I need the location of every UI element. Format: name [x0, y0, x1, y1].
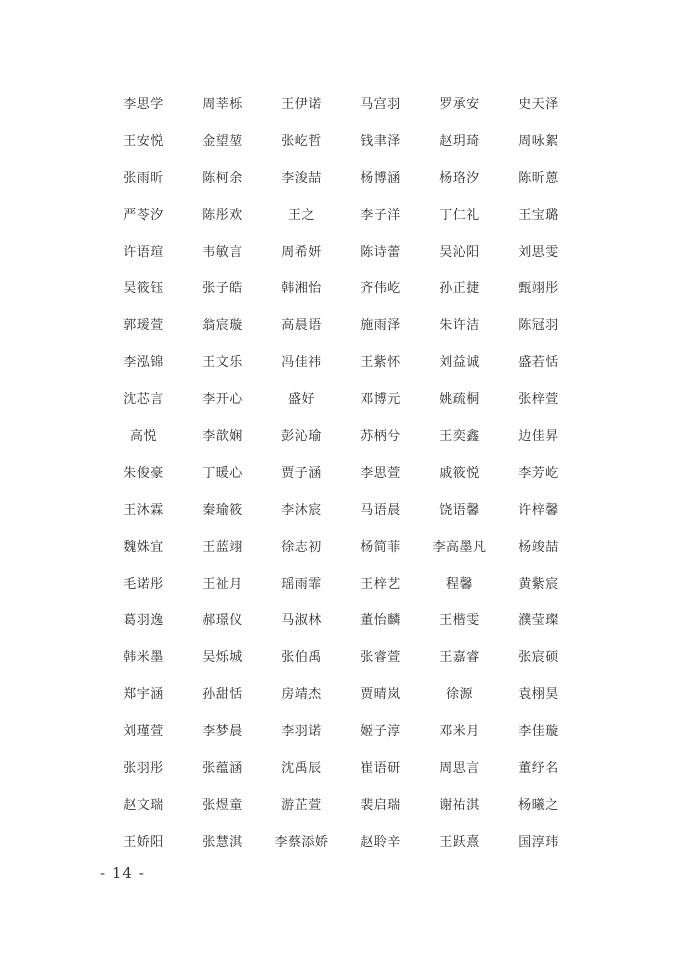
name-cell: 李高墨凡 — [432, 539, 487, 555]
name-cell: 张伯禹 — [281, 650, 322, 666]
name-cell: 施雨泽 — [360, 318, 401, 334]
name-cell: 韦敏言 — [202, 244, 243, 260]
name-cell: 黄紫宸 — [518, 576, 559, 592]
name-cell: 董纾名 — [518, 760, 559, 776]
name-cell: 陈冠羽 — [518, 318, 559, 334]
name-cell: 王嘉睿 — [439, 650, 480, 666]
name-cell: 王娇阳 — [123, 834, 164, 850]
name-cell: 王祉月 — [202, 576, 243, 592]
name-cell: 彭沁瑜 — [281, 428, 322, 444]
name-cell: 周希妍 — [281, 244, 322, 260]
name-cell: 刘思雯 — [518, 244, 559, 260]
name-cell: 孙甜恬 — [202, 687, 243, 703]
name-cell: 张宸硕 — [518, 650, 559, 666]
name-cell: 李芳屹 — [518, 465, 559, 481]
name-cell: 董怡麟 — [360, 613, 401, 629]
name-cell: 刘益诚 — [439, 355, 480, 371]
name-cell: 韩湘怡 — [281, 281, 322, 297]
name-cell: 罗承安 — [439, 96, 480, 112]
name-cell: 王安悦 — [123, 133, 164, 149]
name-cell: 周莘栎 — [202, 96, 243, 112]
name-cell: 王梓艺 — [360, 576, 401, 592]
name-cell: 游芷萱 — [281, 797, 322, 813]
name-cell: 马语晨 — [360, 502, 401, 518]
name-cell: 贾子涵 — [281, 465, 322, 481]
name-cell: 王宝璐 — [518, 207, 559, 223]
name-cell: 陈彤欢 — [202, 207, 243, 223]
name-cell: 马宫羽 — [360, 96, 401, 112]
name-cell: 翁宸璇 — [202, 318, 243, 334]
name-cell: 葛羽逸 — [123, 613, 164, 629]
name-cell: 郝璟仪 — [202, 613, 243, 629]
page-number: - 14 - — [100, 864, 145, 882]
name-cell: 马淑林 — [281, 613, 322, 629]
name-cell: 苏柄兮 — [360, 428, 401, 444]
name-cell: 金望堃 — [202, 133, 243, 149]
name-cell: 陈柯余 — [202, 170, 243, 186]
name-cell: 裴启瑞 — [360, 797, 401, 813]
name-cell: 袁栩昊 — [518, 687, 559, 703]
name-cell: 郭瑷萱 — [123, 318, 164, 334]
name-cell: 房靖杰 — [281, 687, 322, 703]
name-cell: 杨曦之 — [518, 797, 559, 813]
name-cell: 杨竣喆 — [518, 539, 559, 555]
name-cell: 王伊诺 — [281, 96, 322, 112]
name-cell: 张睿萱 — [360, 650, 401, 666]
name-cell: 李梦晨 — [202, 724, 243, 740]
name-cell: 盛好 — [287, 392, 315, 408]
name-cell: 郑宇涵 — [123, 687, 164, 703]
name-cell: 吴烁城 — [202, 650, 243, 666]
name-cell: 周咏絮 — [518, 133, 559, 149]
name-cell: 陈诗蕾 — [360, 244, 401, 260]
name-cell: 丁仁礼 — [439, 207, 480, 223]
name-cell: 韩米墨 — [123, 650, 164, 666]
name-cell: 张屹哲 — [281, 133, 322, 149]
name-cell: 李沐宸 — [281, 502, 322, 518]
name-cell: 甄翊彤 — [518, 281, 559, 297]
name-cell: 张煜童 — [202, 797, 243, 813]
name-cell: 李羽诺 — [281, 724, 322, 740]
name-cell: 王沐霖 — [123, 502, 164, 518]
name-cell: 吴筱钰 — [123, 281, 164, 297]
name-cell: 朱俊豪 — [123, 465, 164, 481]
name-cell: 李歆娴 — [202, 428, 243, 444]
name-cell: 边佳昇 — [518, 428, 559, 444]
name-cell: 谢祐淇 — [439, 797, 480, 813]
name-cell: 崔语研 — [360, 760, 401, 776]
name-cell: 濮莹璨 — [518, 613, 559, 629]
name-cell: 李蔡添娇 — [274, 834, 329, 850]
name-cell: 秦瑜筱 — [202, 502, 243, 518]
name-cell: 王紫怀 — [360, 355, 401, 371]
name-cell: 孙正捷 — [439, 281, 480, 297]
name-cell: 沈禹辰 — [281, 760, 322, 776]
name-cell: 杨简菲 — [360, 539, 401, 555]
name-list-grid — [104, 86, 578, 861]
name-cell: 王楷雯 — [439, 613, 480, 629]
name-cell: 贾晴岚 — [360, 687, 401, 703]
name-cell: 程馨 — [445, 576, 473, 592]
name-cell: 戚筱悦 — [439, 465, 480, 481]
name-cell: 高晨语 — [281, 318, 322, 334]
name-cell: 陈昕蒽 — [518, 170, 559, 186]
name-cell: 许梓馨 — [518, 502, 559, 518]
name-cell: 瑶雨霏 — [281, 576, 322, 592]
name-cell: 李泓锦 — [123, 355, 164, 371]
name-cell: 王跃熹 — [439, 834, 480, 850]
name-cell: 张梓萱 — [518, 392, 559, 408]
name-cell: 李思学 — [123, 96, 164, 112]
name-cell: 邓米月 — [439, 724, 480, 740]
name-cell: 魏姝宜 — [123, 539, 164, 555]
name-cell: 邓博元 — [360, 392, 401, 408]
name-cell: 周思言 — [439, 760, 480, 776]
name-cell: 朱许洁 — [439, 318, 480, 334]
name-cell: 饶语馨 — [439, 502, 480, 518]
name-cell: 徐志初 — [281, 539, 322, 555]
name-cell: 赵文瑞 — [123, 797, 164, 813]
name-cell: 史天泽 — [518, 96, 559, 112]
name-cell: 李浚喆 — [281, 170, 322, 186]
name-cell: 冯佳祎 — [281, 355, 322, 371]
name-cell: 李开心 — [202, 392, 243, 408]
name-cell: 张蕴涵 — [202, 760, 243, 776]
name-cell: 王蓝翊 — [202, 539, 243, 555]
name-cell: 徐源 — [445, 687, 473, 703]
name-cell: 刘瑾萱 — [123, 724, 164, 740]
name-cell: 王文乐 — [202, 355, 243, 371]
name-cell: 张子皓 — [202, 281, 243, 297]
name-cell: 吴沁阳 — [439, 244, 480, 260]
name-cell: 李子洋 — [360, 207, 401, 223]
name-cell: 姚疏桐 — [439, 392, 480, 408]
name-cell: 李思萱 — [360, 465, 401, 481]
name-cell: 张雨昕 — [123, 170, 164, 186]
name-cell: 严苓汐 — [123, 207, 164, 223]
name-cell: 钱聿泽 — [360, 133, 401, 149]
name-cell: 姬子淳 — [360, 724, 401, 740]
name-cell: 李佳璇 — [518, 724, 559, 740]
name-cell: 高悦 — [129, 428, 157, 444]
name-cell: 沈芯言 — [123, 392, 164, 408]
name-cell: 国淳玮 — [518, 834, 559, 850]
name-cell: 杨珞汐 — [439, 170, 480, 186]
name-cell: 丁暖心 — [202, 465, 243, 481]
name-cell: 杨博涵 — [360, 170, 401, 186]
name-cell: 赵聆辛 — [360, 834, 401, 850]
name-cell: 张慧淇 — [202, 834, 243, 850]
name-cell: 齐伟屹 — [360, 281, 401, 297]
name-cell: 王之 — [287, 207, 315, 223]
name-cell: 许语瑄 — [123, 244, 164, 260]
name-cell: 盛若恬 — [518, 355, 559, 371]
name-cell: 张羽彤 — [123, 760, 164, 776]
name-cell: 毛诺彤 — [123, 576, 164, 592]
name-cell: 赵玥琦 — [439, 133, 480, 149]
name-cell: 王奕鑫 — [439, 428, 480, 444]
